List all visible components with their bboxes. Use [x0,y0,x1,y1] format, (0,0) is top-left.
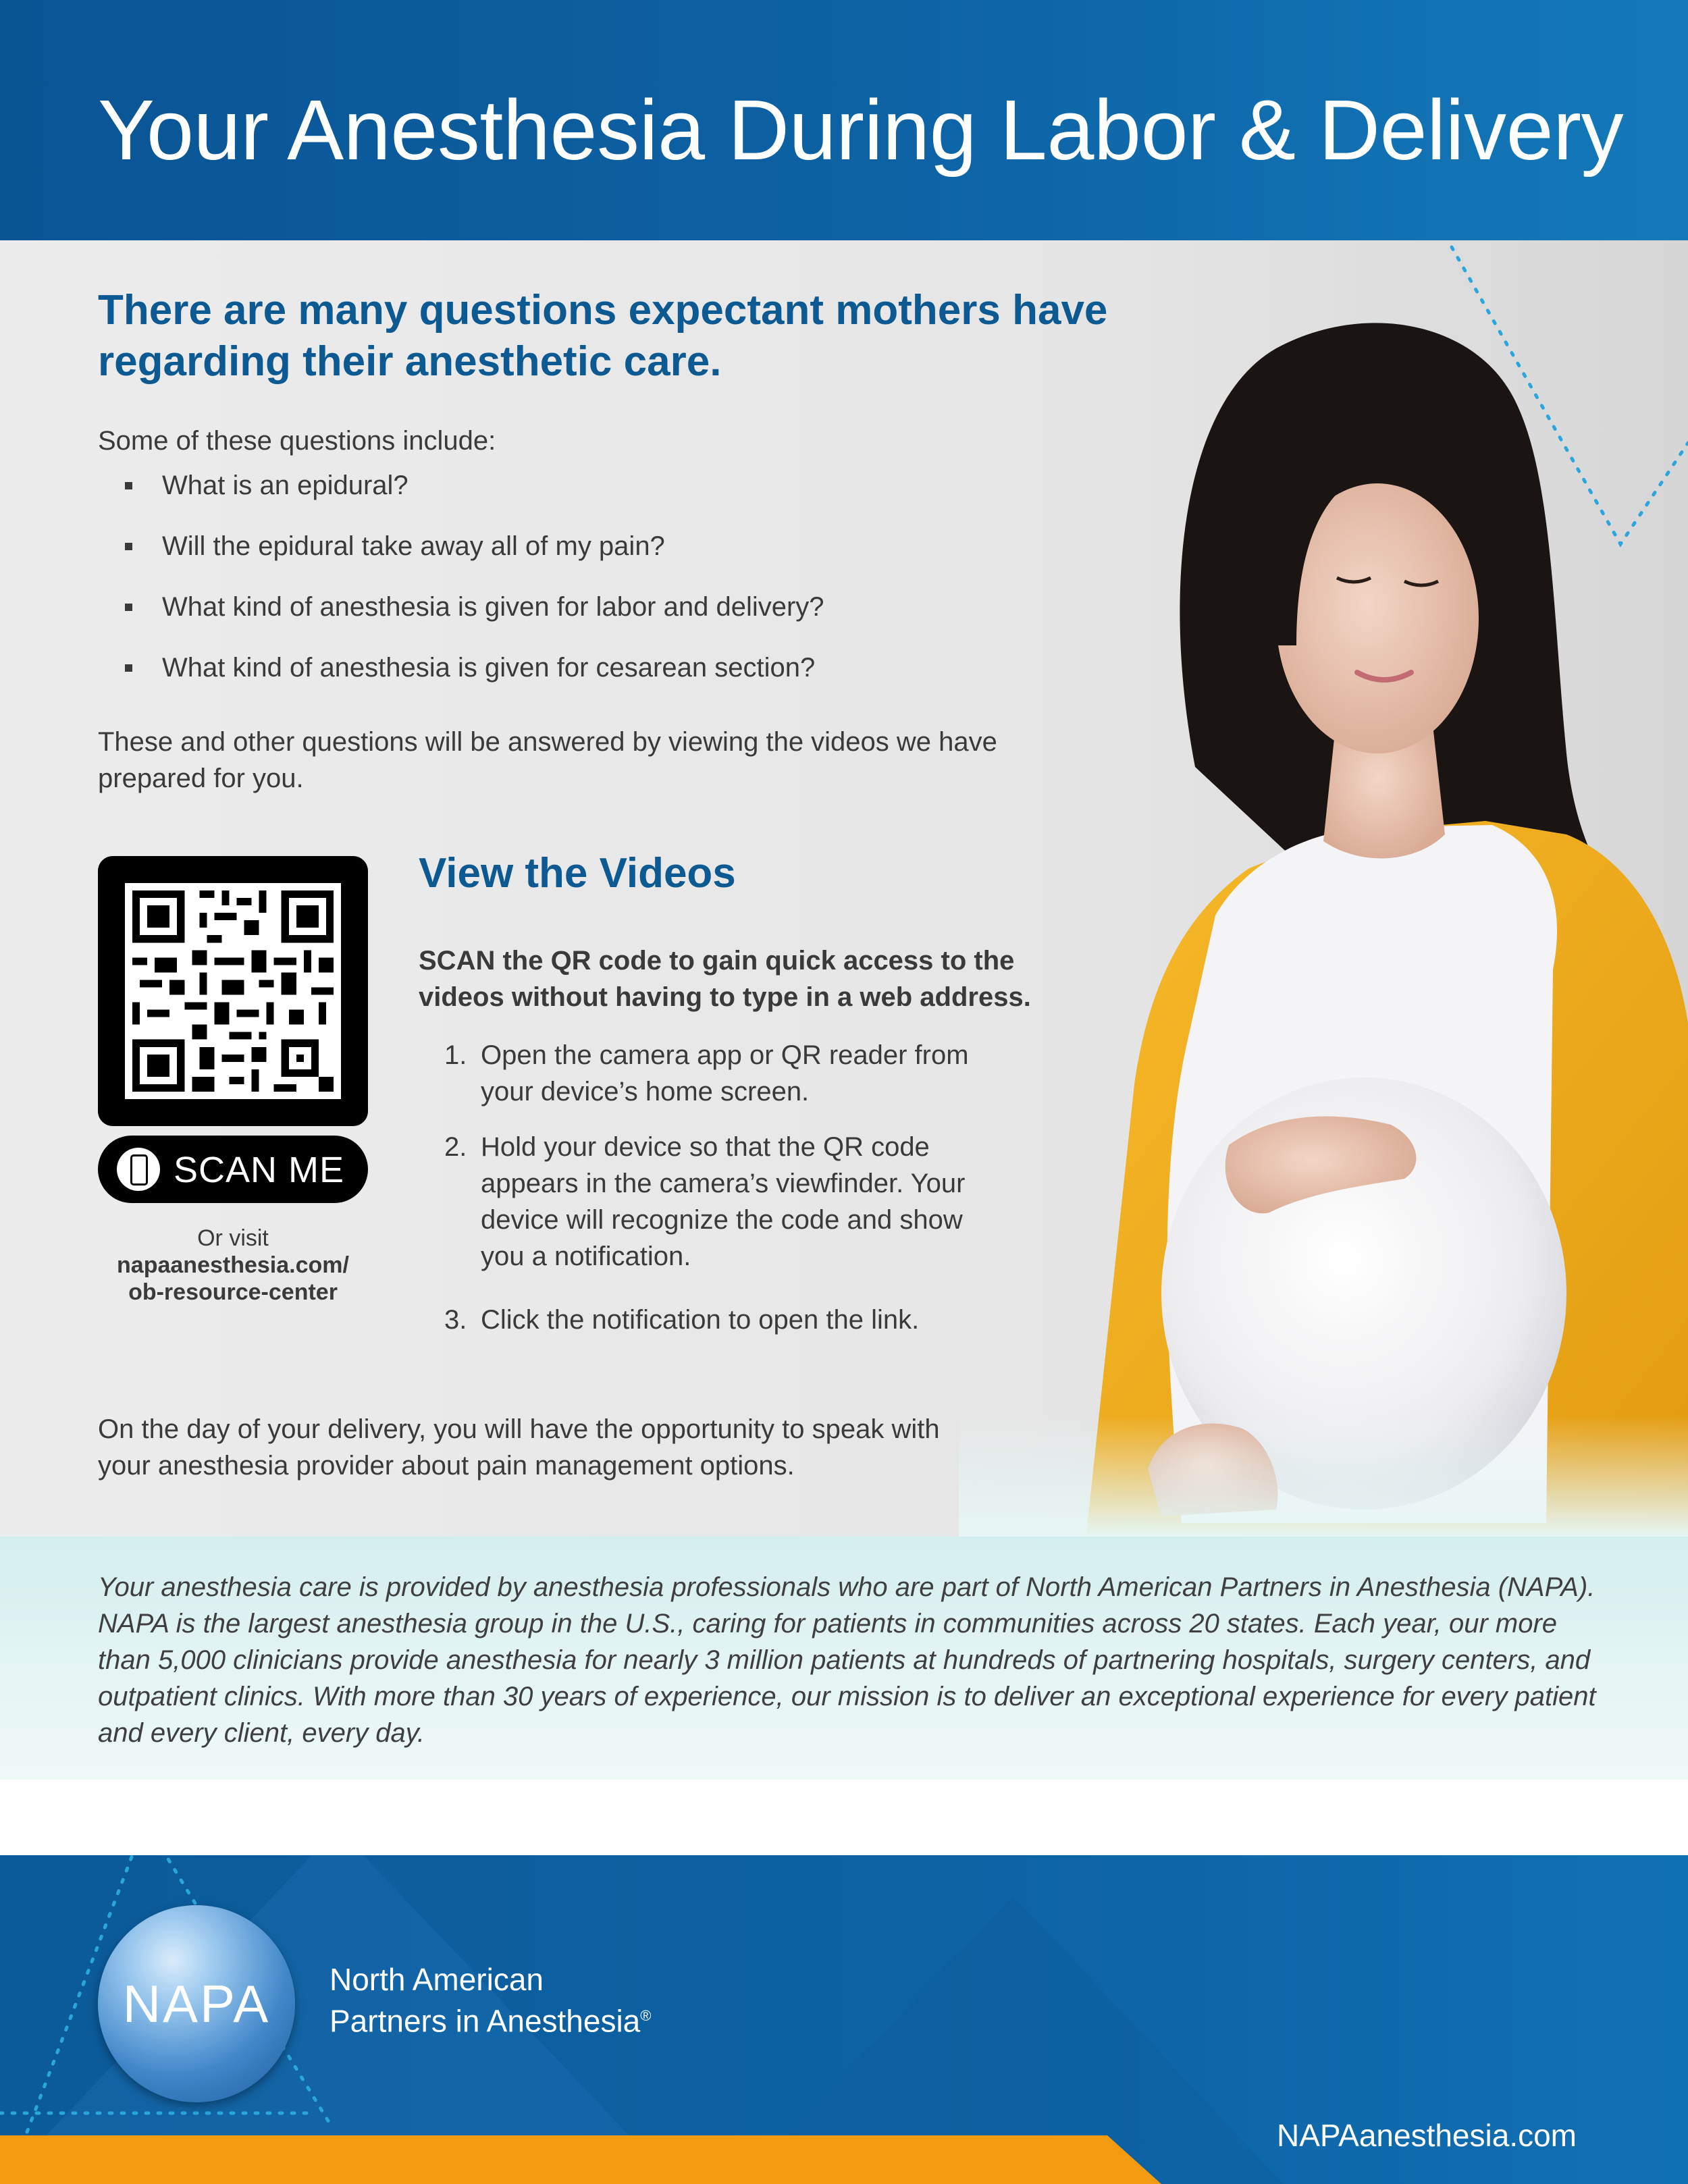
steps-list [419,1037,1026,1338]
visit-link[interactable] [98,1225,368,1306]
step-text: Hold your device so that the QR code appears in the camera’s viewfinder. Your device will recognize the code and show you a notification. [481,1132,966,1271]
scan-me-label: SCAN ME [174,1150,345,1190]
videos-lead: SCAN the QR code to gain quick access to the videos without having to type in a web address. [419,946,1031,1012]
step-number: 2. [444,1132,467,1162]
org-line-1: North American [329,1962,544,1997]
list-item [98,589,824,649]
about-text: Your anesthesia care is provided by anesthesia professionals who are part of North American Partners in Anesthesia (NAPA). NAPA is the largest anesthesia group in the U.S., caring for patients in communities across 20 states. Each year, our more than 5,000 clinicians provide anesthesia for nearly 3 million patients at hundreds of partnering hospitals, surgery centers, and outpatient clinics. With more than 30 years of experience, our mission is to deliver an exceptional experience for every patient and every client, every day. [98,1572,1596,1748]
url-line-2: ob-resource-center [128,1279,338,1305]
question-text: What kind of anesthesia is given for cesarean section? [162,653,816,683]
napa-logo [98,1905,295,2102]
step-text: Open the camera app or QR reader from your device’s home screen. [481,1040,969,1107]
scan-me-button[interactable] [98,1136,368,1203]
or-visit-text: Or visit [197,1225,269,1251]
pregnant-woman-photo [959,240,1688,1537]
intro-closing: These and other questions will be answered by viewing the videos we have prepared for you. [98,727,997,793]
qr-code-icon[interactable] [98,856,368,1126]
step-number: 3. [444,1305,467,1335]
delivery-note: On the day of your delivery, you will have the opportunity to speak with your anesthesia provider about pain management options. [98,1414,940,1481]
intro-lead: Some of these questions include: [98,426,496,456]
org-name [329,1961,652,2039]
bullet-icon [125,482,132,489]
list-item [98,467,824,528]
main-content [0,240,1688,1537]
question-text: Will the epidural take away all of my pain? [162,531,665,561]
list-item [419,1302,1026,1338]
step-text: Click the notification to open the link. [481,1305,920,1335]
step-number: 1. [444,1040,467,1070]
list-item [98,649,824,710]
registered-mark: ® [640,2007,652,2024]
page-title: Your Anesthesia During Labor & Delivery [98,82,1624,178]
list-item [419,1037,1014,1113]
qr-code-pattern [125,883,341,1099]
phone-icon [117,1148,160,1191]
videos-title: View the Videos [419,850,736,897]
list-item [98,528,824,589]
website-link[interactable]: NAPAanesthesia.com [1276,2118,1577,2153]
divider [0,1780,1688,1855]
question-text: What kind of anesthesia is given for labor and delivery? [162,592,824,622]
question-list [98,467,824,710]
bullet-icon [125,604,132,611]
bullet-icon [125,543,132,550]
url-line-1: napaanesthesia.com/ [117,1252,349,1278]
question-text: What is an epidural? [162,471,408,500]
about-band [0,1537,1688,1780]
header-banner [0,0,1688,240]
list-item [419,1129,967,1277]
logo-text: NAPA [122,1974,271,2033]
bullet-icon [125,664,132,672]
org-line-2: Partners in Anesthesia [329,2003,641,2039]
intro-heading: There are many questions expectant mothers have regarding their anesthetic care. [98,287,1108,385]
